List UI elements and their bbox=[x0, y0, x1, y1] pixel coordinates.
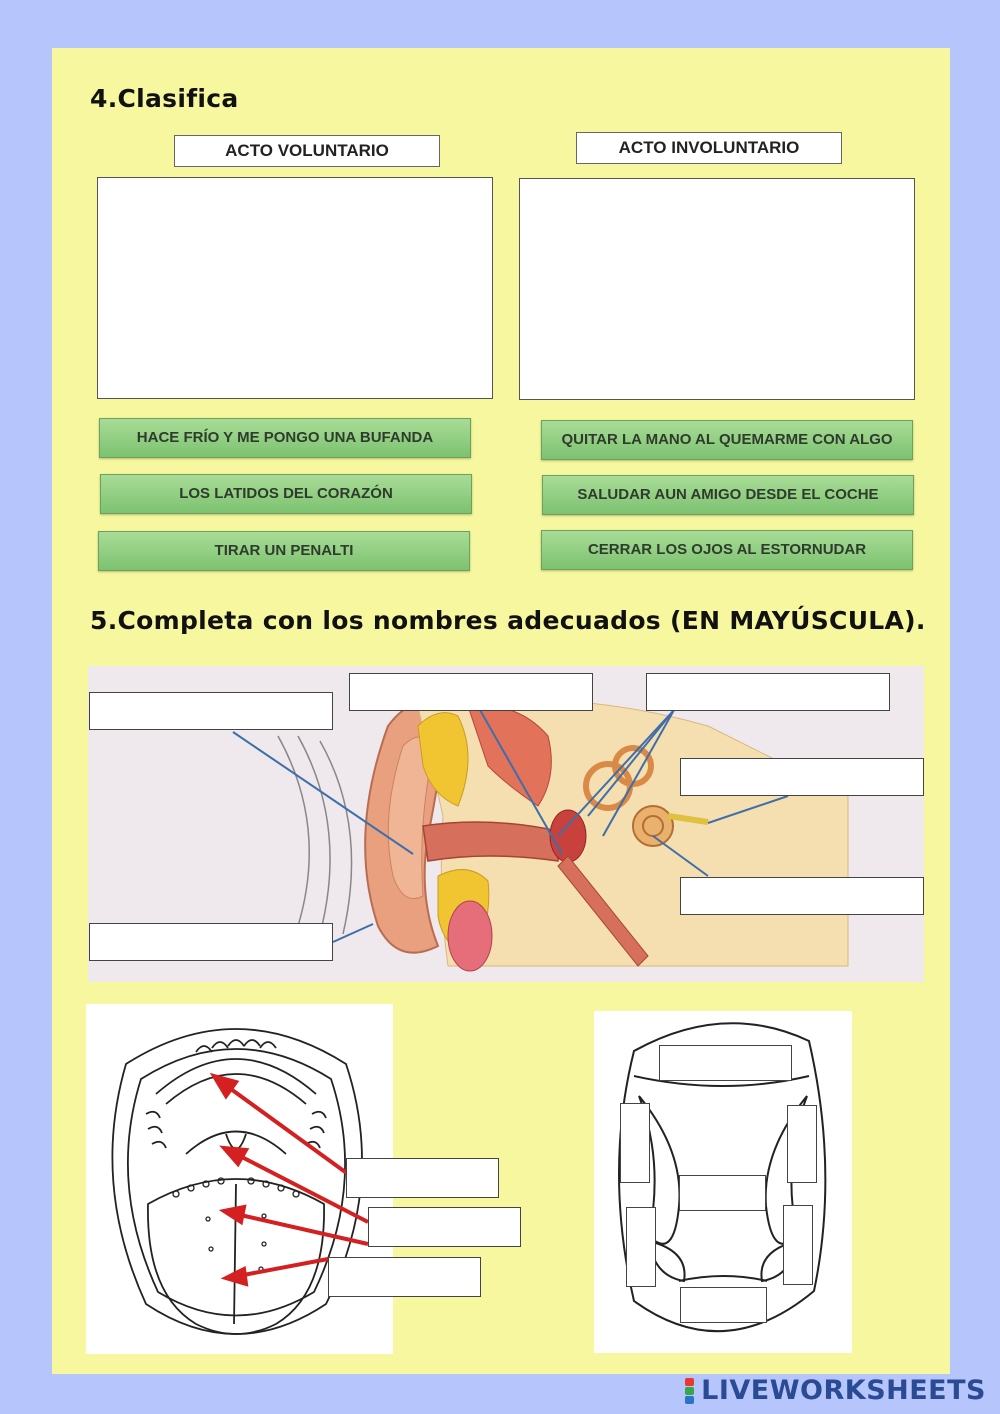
mouth-answer-field[interactable] bbox=[368, 1207, 521, 1247]
tongue-answer-field[interactable] bbox=[679, 1175, 766, 1211]
mouth-answer-field[interactable] bbox=[328, 1257, 481, 1297]
ear-answer-field[interactable] bbox=[89, 923, 333, 961]
section-5-title: 5.Completa con los nombres adecuados (EN MAYÚSCULA). bbox=[90, 606, 926, 635]
liveworksheets-logo bbox=[685, 1375, 986, 1406]
option-chip[interactable]: HACE FRÍO Y ME PONGO UNA BUFANDA bbox=[99, 418, 471, 458]
option-chip[interactable]: CERRAR LOS OJOS AL ESTORNUDAR bbox=[541, 530, 913, 570]
liveworksheets-icon bbox=[685, 1378, 694, 1404]
tongue-answer-field[interactable] bbox=[783, 1205, 813, 1285]
ear-answer-field[interactable] bbox=[680, 877, 924, 915]
ear-answer-field[interactable] bbox=[646, 673, 890, 711]
ear-answer-field[interactable] bbox=[680, 758, 924, 796]
voluntary-column-title: ACTO VOLUNTARIO bbox=[174, 135, 440, 167]
tongue-answer-field[interactable] bbox=[659, 1045, 792, 1081]
tongue-answer-field[interactable] bbox=[626, 1207, 656, 1287]
option-chip[interactable]: TIRAR UN PENALTI bbox=[98, 531, 470, 571]
involuntary-column-title: ACTO INVOLUNTARIO bbox=[576, 132, 842, 164]
option-chip[interactable]: SALUDAR AUN AMIGO DESDE EL COCHE bbox=[542, 475, 914, 515]
section-4-title: 4.Clasifica bbox=[90, 84, 239, 113]
option-chip[interactable]: QUITAR LA MANO AL QUEMARME CON ALGO bbox=[541, 420, 913, 460]
voluntary-drop-area[interactable] bbox=[97, 177, 493, 399]
ear-answer-field[interactable] bbox=[349, 673, 593, 711]
option-chip[interactable]: LOS LATIDOS DEL CORAZÓN bbox=[100, 474, 472, 514]
brand-name: LIVEWORKSHEETS bbox=[701, 1375, 986, 1406]
ear-answer-field[interactable] bbox=[89, 692, 333, 730]
mouth-answer-field[interactable] bbox=[346, 1158, 499, 1198]
tongue-answer-field[interactable] bbox=[620, 1103, 650, 1183]
tongue-answer-field[interactable] bbox=[680, 1287, 767, 1323]
tongue-answer-field[interactable] bbox=[787, 1105, 817, 1183]
involuntary-drop-area[interactable] bbox=[519, 178, 915, 400]
